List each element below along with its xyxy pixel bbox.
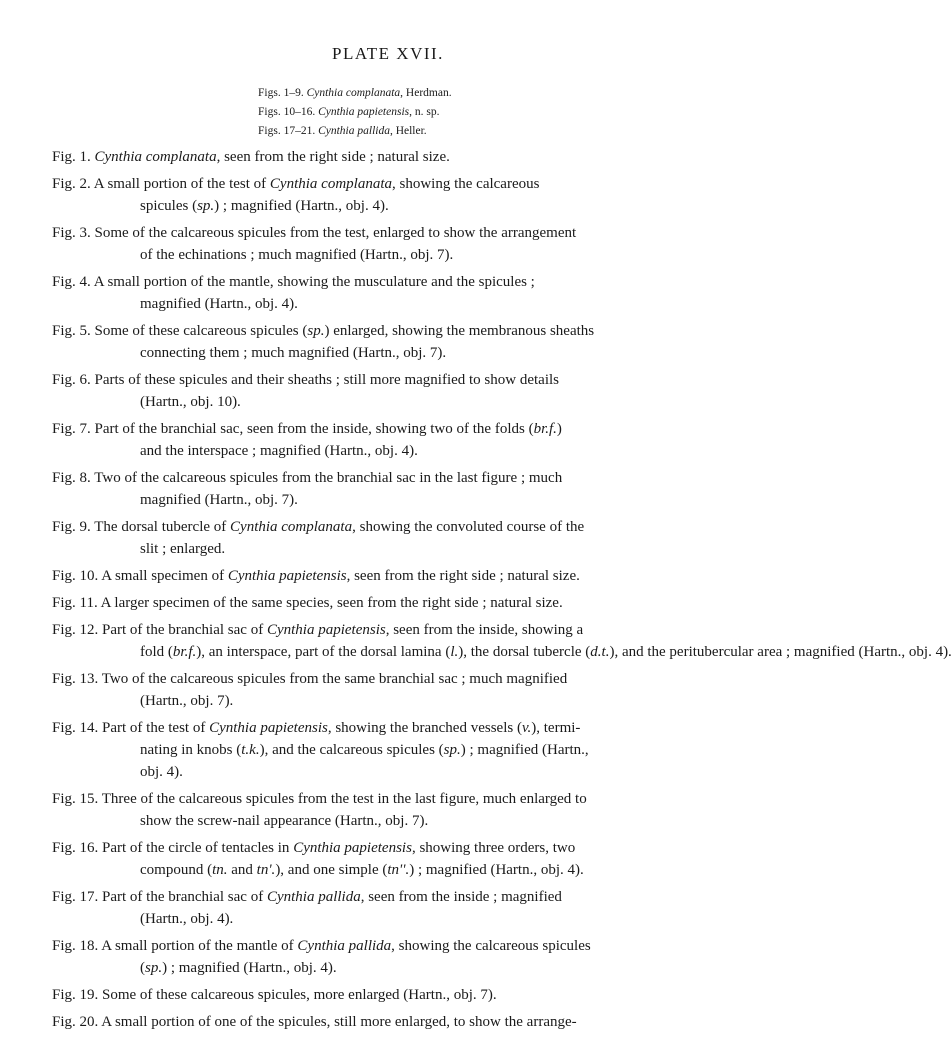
caption-line <box>0 886 776 908</box>
caption-line <box>0 173 776 195</box>
figure-number: Fig. 10. <box>52 568 102 584</box>
figure-caption <box>0 271 776 315</box>
italic-term: tn'. <box>256 862 276 878</box>
caption-text: , seen from the right side ; natural size. <box>346 568 580 584</box>
figure-number: Fig. 5. <box>52 323 95 339</box>
figure-caption <box>0 984 776 1006</box>
caption-text: compound ( <box>140 862 213 878</box>
caption-text: ), and one simple ( <box>275 862 388 878</box>
caption-text: Some of the calcareous spicules from the test, enlarged to show the arrangement <box>94 225 577 241</box>
caption-line <box>0 739 776 761</box>
caption-text: , showing the convoluted course of the <box>352 519 585 535</box>
caption-line <box>0 418 776 440</box>
summary-line <box>0 84 776 103</box>
caption-text: , seen from the inside ; magnified <box>360 889 562 905</box>
italic-term: Cynthia papietensis <box>293 840 412 856</box>
caption-text: Parts of these spicules and their sheaths ; still more magnified to show details <box>94 372 560 388</box>
caption-text: Part of the circle of tentacles in <box>102 840 294 856</box>
caption-line <box>0 668 776 690</box>
italic-term: sp. <box>197 198 215 214</box>
caption-text: Some of these calcareous spicules, more enlarged (Hartn., obj. 7). <box>102 987 497 1003</box>
caption-line <box>0 467 776 489</box>
caption-text: Three of the calcareous spicules from the test in the last figure, much enlarged to <box>101 791 587 807</box>
figure-caption <box>0 668 776 712</box>
caption-text: (Hartn., obj. 10). <box>140 394 241 410</box>
italic-term: Cynthia pallida <box>297 938 392 954</box>
figure-number: Fig. 6. <box>52 372 95 388</box>
plate-title: PLATE XVII. <box>332 44 444 63</box>
figure-caption <box>0 173 776 217</box>
caption-text: Some of these calcareous spicules ( <box>94 323 308 339</box>
summary-figs: Figs. 1–9. <box>258 87 304 99</box>
caption-text: spicules ( <box>140 198 198 214</box>
caption-text: Part of the branchial sac of <box>102 622 267 638</box>
figure-number: Fig. 16. <box>52 840 103 856</box>
caption-text: , showing three orders, two <box>411 840 576 856</box>
caption-text: A small portion of the test of <box>93 176 270 192</box>
italic-term: Cynthia complanata <box>269 176 392 192</box>
summary-species: Cynthia pallida <box>318 125 390 137</box>
caption-line <box>0 592 776 614</box>
italic-term: Cynthia complanata <box>94 149 217 165</box>
caption-line <box>0 717 776 739</box>
caption-line <box>0 565 776 587</box>
caption-text: , seen from the inside, showing a <box>385 622 584 638</box>
figure-caption <box>0 467 776 511</box>
figure-number: Fig. 7. <box>52 421 95 437</box>
caption-text: The dorsal tubercle of <box>94 519 231 535</box>
caption-line <box>0 810 776 832</box>
caption-line <box>0 391 776 413</box>
caption-text: ) ; magnified (Hartn., obj. 4). <box>162 960 337 976</box>
caption-line <box>0 761 776 783</box>
caption-line <box>0 984 776 1006</box>
figure-number: Fig. 1. <box>52 149 95 165</box>
summary-figs: Figs. 17–21. <box>258 125 316 137</box>
caption-text: nating in knobs ( <box>140 742 242 758</box>
caption-text: Part of the branchial sac, seen from the inside, showing two of the folds ( <box>94 421 534 437</box>
caption-line <box>0 690 776 712</box>
caption-text: A small specimen of <box>101 568 228 584</box>
caption-line <box>0 957 776 979</box>
caption-line <box>0 788 776 810</box>
caption-line <box>0 908 776 930</box>
italic-term: l. <box>450 644 459 660</box>
italic-term: sp. <box>307 323 325 339</box>
italic-term: Cynthia papietensis <box>209 720 328 736</box>
figure-caption <box>0 1011 776 1033</box>
caption-text: A larger specimen of the same species, seen from the right side ; natural size. <box>100 595 563 611</box>
summary-author: , Heller. <box>389 125 427 137</box>
caption-line <box>0 538 776 560</box>
caption-text: of the echinations ; much magnified (Hartn., obj. 7). <box>140 247 454 263</box>
figure-caption <box>0 146 776 168</box>
figure-number: Fig. 14. <box>52 720 103 736</box>
caption-line <box>0 440 776 462</box>
italic-term: Cynthia complanata <box>230 519 353 535</box>
figure-caption <box>0 935 776 979</box>
figure-number: Fig. 4. <box>52 274 94 290</box>
caption-text: ( <box>140 960 145 976</box>
italic-term: sp. <box>145 960 163 976</box>
italic-term: br.f. <box>533 421 557 437</box>
caption-text: ) ; magnified (Hartn., obj. 4). <box>409 862 584 878</box>
caption-line <box>0 489 776 511</box>
caption-text: show the screw-nail appearance (Hartn., obj. 7). <box>140 813 429 829</box>
figure-number: Fig. 20. <box>52 1014 102 1030</box>
caption-line <box>0 619 776 641</box>
summary-author: , n. sp. <box>409 106 440 118</box>
caption-text: Part of the branchial sac of <box>102 889 267 905</box>
caption-text: Part of the test of <box>102 720 210 736</box>
caption-line <box>0 935 776 957</box>
caption-text: and <box>227 862 257 878</box>
summary-line <box>0 103 776 122</box>
figure-caption <box>0 788 776 832</box>
caption-text: A small portion of the mantle, showing the musculature and the spicules ; <box>93 274 535 290</box>
figure-number: Fig. 13. <box>52 671 102 687</box>
caption-text: and the interspace ; magnified (Hartn., obj. 4). <box>140 443 418 459</box>
caption-text: connecting them ; much magnified (Hartn., obj. 7). <box>140 345 447 361</box>
species-summary <box>0 84 776 141</box>
caption-text: magnified (Hartn., obj. 4). <box>140 296 298 312</box>
caption-text: Two of the calcareous spicules from the same branchial sac ; much magnified <box>101 671 568 687</box>
figure-caption <box>0 418 776 462</box>
italic-term: tn. <box>212 862 228 878</box>
summary-line <box>0 122 776 141</box>
caption-line <box>0 195 776 217</box>
italic-term: t.k. <box>241 742 260 758</box>
caption-text: A small portion of the mantle of <box>101 938 298 954</box>
caption-line <box>0 271 776 293</box>
figure-number: Fig. 9. <box>52 519 95 535</box>
caption-line <box>0 641 952 663</box>
figure-caption <box>0 886 776 930</box>
caption-text: ) enlarged, showing the membranous sheaths <box>324 323 595 339</box>
caption-text: ), and the calcareous spicules ( <box>259 742 444 758</box>
caption-line <box>0 146 776 168</box>
caption-text: ), termi- <box>531 720 581 736</box>
caption-text: , showing the branched vessels ( <box>327 720 522 736</box>
caption-text: ), and the peritubercular area ; magnified (Hartn., obj. 4). <box>609 644 952 660</box>
caption-text: ) ; magnified (Hartn., obj. 4). <box>214 198 389 214</box>
caption-text: , showing the calcareous <box>392 176 540 192</box>
figure-caption <box>0 516 776 560</box>
caption-text: A small portion of one of the spicules, still more enlarged, to show the arrange- <box>101 1014 577 1030</box>
caption-line <box>0 1011 776 1033</box>
caption-text: ), the dorsal tubercle ( <box>458 644 591 660</box>
figure-caption <box>0 222 776 266</box>
figure-number: Fig. 12. <box>52 622 103 638</box>
caption-line <box>0 369 776 391</box>
figure-number: Fig. 3. <box>52 225 95 241</box>
caption-text: Two of the calcareous spicules from the branchial sac in the last figure ; much <box>94 470 563 486</box>
italic-term: tn''. <box>387 862 410 878</box>
caption-line <box>0 859 776 881</box>
caption-text: ), an interspace, part of the dorsal lamina ( <box>196 644 451 660</box>
caption-text: ) <box>556 421 562 437</box>
caption-line <box>0 837 776 859</box>
summary-species: Cynthia complanata <box>306 87 401 99</box>
italic-term: Cynthia papietensis <box>266 622 386 638</box>
caption-text: slit ; enlarged. <box>140 541 226 557</box>
italic-term: sp. <box>443 742 461 758</box>
figure-caption-list <box>0 146 952 1038</box>
italic-term: d.t. <box>590 644 610 660</box>
italic-term: Cynthia pallida <box>266 889 361 905</box>
figure-number: Fig. 8. <box>52 470 95 486</box>
figure-caption <box>0 717 776 783</box>
figure-caption <box>0 592 776 614</box>
caption-text: (Hartn., obj. 4). <box>140 911 234 927</box>
caption-line <box>0 320 776 342</box>
caption-text: ) ; magnified (Hartn., <box>460 742 589 758</box>
caption-line <box>0 516 776 538</box>
caption-line <box>0 244 776 266</box>
summary-figs: Figs. 10–16. <box>258 106 316 118</box>
figure-caption <box>0 565 776 587</box>
figure-caption <box>0 619 952 663</box>
caption-line <box>0 222 776 244</box>
caption-text: , showing the calcareous spicules <box>391 938 591 954</box>
caption-text: fold ( <box>140 644 173 660</box>
caption-text: (Hartn., obj. 7). <box>140 693 234 709</box>
italic-term: v. <box>521 720 532 736</box>
figure-number: Fig. 2. <box>52 176 94 192</box>
figure-number: Fig. 19. <box>52 987 103 1003</box>
figure-number: Fig. 11. <box>52 595 101 611</box>
caption-text: obj. 4). <box>140 764 183 780</box>
italic-term: br.f. <box>172 644 197 660</box>
caption-line <box>0 293 776 315</box>
caption-text: magnified (Hartn., obj. 7). <box>140 492 298 508</box>
figure-caption <box>0 369 776 413</box>
caption-line <box>0 342 776 364</box>
figure-caption <box>0 320 776 364</box>
italic-term: Cynthia papietensis <box>227 568 347 584</box>
figure-number: Fig. 18. <box>52 938 102 954</box>
summary-species: Cynthia papietensis <box>318 106 410 118</box>
figure-caption <box>0 837 776 881</box>
caption-text: , seen from the right side ; natural size. <box>216 149 450 165</box>
summary-author: , Herdman. <box>400 87 452 99</box>
figure-number: Fig. 15. <box>52 791 102 807</box>
figure-number: Fig. 17. <box>52 889 103 905</box>
